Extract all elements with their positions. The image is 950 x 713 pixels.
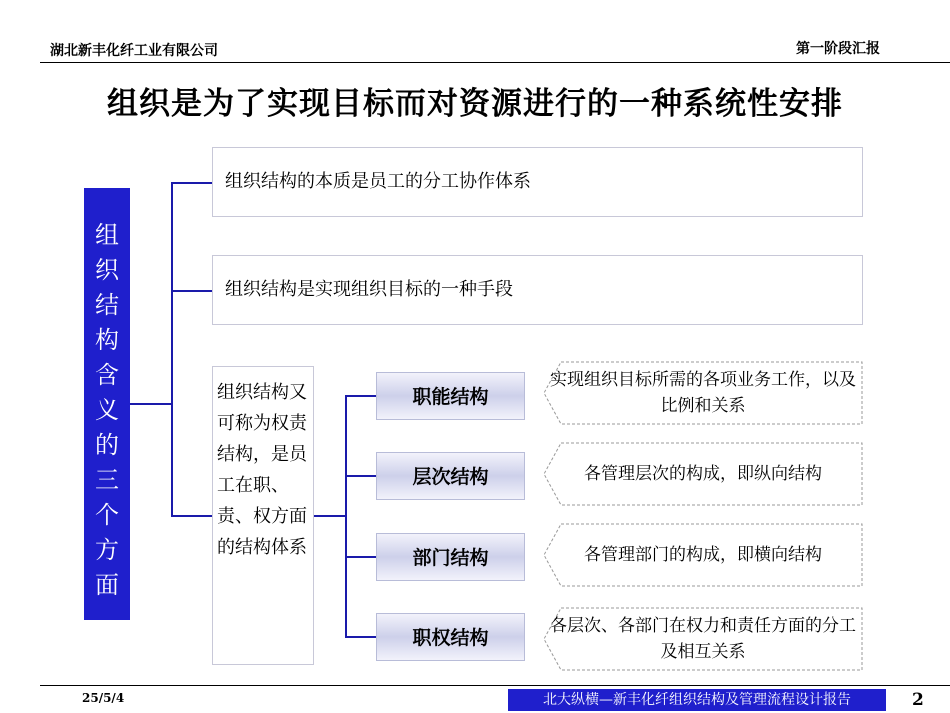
header-divider — [40, 62, 950, 63]
vertical-label-char: 面 — [95, 571, 119, 599]
structure-functional: 职能结构 — [376, 372, 525, 420]
connector-branch-3 — [171, 515, 212, 517]
vertical-label-char: 含 — [95, 361, 119, 389]
aspect-box-essence — [212, 147, 863, 217]
footer-divider — [40, 685, 950, 686]
vertical-label-box — [84, 188, 130, 620]
slide-title: 组织是为了实现目标而对资源进行的一种系统性安排 — [107, 86, 843, 122]
connector-main-horizontal — [130, 403, 172, 405]
slide-date: 25/5/4 — [82, 691, 125, 705]
connector-sub-vertical — [345, 395, 347, 637]
aspect-text-means: 组织结构是实现组织目标的一种手段 — [225, 279, 513, 300]
desc-text-department: 各管理部门的构成，即横向结构 — [584, 545, 822, 565]
vertical-label-char: 组 — [95, 221, 119, 249]
aspect-text-essence: 组织结构的本质是员工的分工协作体系 — [225, 171, 531, 192]
connector-branch-2 — [171, 290, 212, 292]
vertical-label-char: 三 — [95, 466, 119, 494]
page-number: 2 — [912, 690, 924, 710]
vertical-label-char: 个 — [95, 501, 119, 529]
vertical-label-char: 的 — [95, 431, 119, 459]
vertical-label-char: 方 — [95, 536, 119, 564]
connector-sub-1 — [345, 395, 376, 397]
vertical-label-char: 织 — [95, 256, 119, 284]
structure-hierarchy: 层次结构 — [376, 452, 525, 500]
vertical-label-char: 构 — [95, 326, 119, 354]
desc-text-authority: 各层次、各部门在权力和责任方面的分工及相互关系 — [550, 616, 856, 662]
connector-sub-horizontal — [314, 515, 346, 517]
company-name: 湖北新丰化纤工业有限公司 — [50, 43, 218, 59]
connector-main-vertical — [171, 182, 173, 516]
connector-sub-3 — [345, 556, 376, 558]
vertical-label-char: 结 — [95, 291, 119, 319]
connector-sub-4 — [345, 636, 376, 638]
footer-report-title: 北大纵横—新丰化纤组织结构及管理流程设计报告 — [508, 689, 886, 711]
vertical-label-char: 义 — [95, 396, 119, 424]
desc-department — [543, 523, 863, 587]
desc-text-functional: 实现组织目标所需的各项业务工作，以及比例和关系 — [550, 370, 856, 416]
desc-text-hierarchy: 各管理层次的构成，即纵向结构 — [584, 464, 822, 484]
desc-hierarchy — [543, 442, 863, 506]
connector-sub-2 — [345, 475, 376, 477]
aspect-box-means — [212, 255, 863, 325]
structure-department: 部门结构 — [376, 533, 525, 581]
stage-label: 第一阶段汇报 — [796, 41, 880, 57]
aspect-text-authority: 组织结构又可称为权责结构，是员工在职、责、权方面的结构体系 — [217, 382, 307, 558]
connector-branch-1 — [171, 182, 212, 184]
structure-authority: 职权结构 — [376, 613, 525, 661]
desc-functional — [543, 361, 863, 425]
aspect-box-authority — [212, 366, 314, 665]
desc-authority — [543, 607, 863, 671]
